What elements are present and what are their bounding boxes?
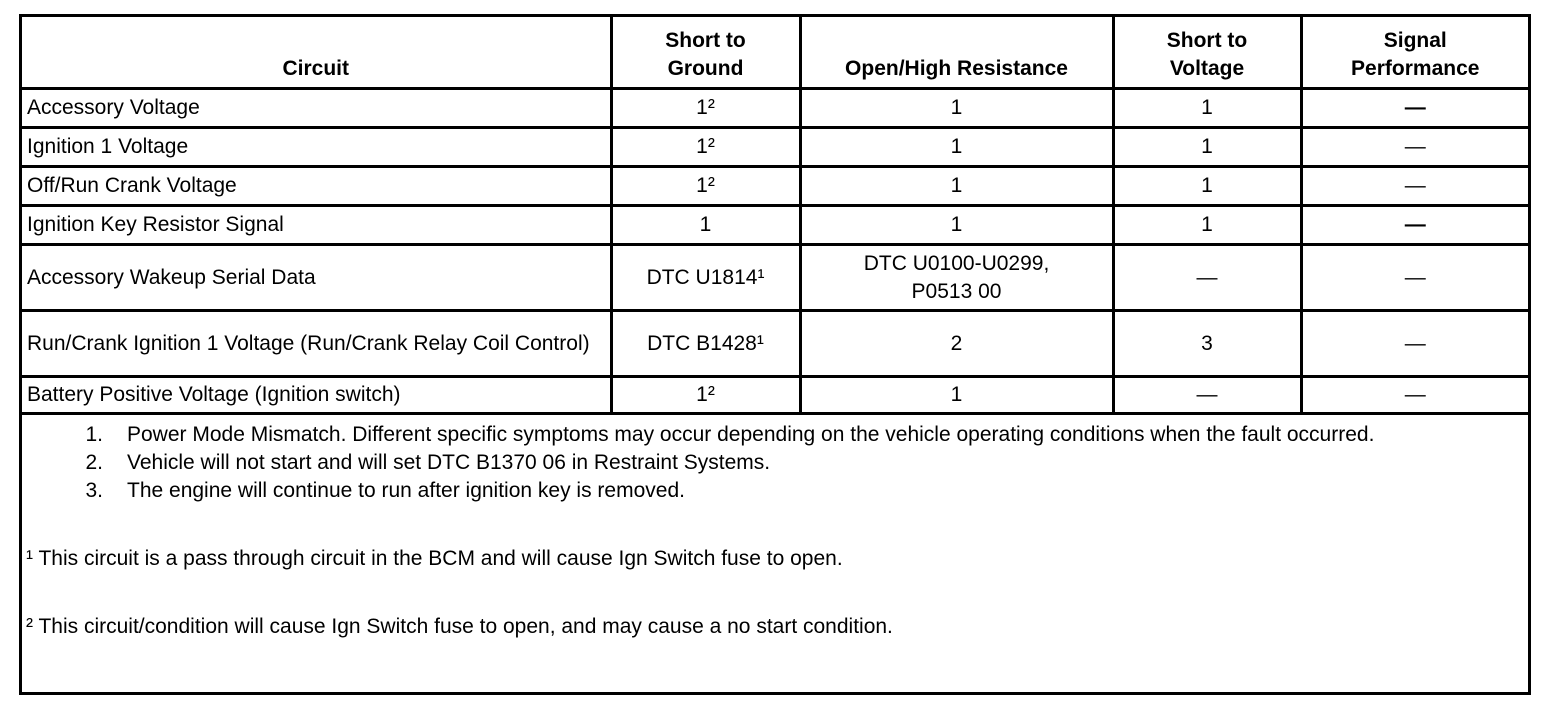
cell-signal-performance (1301, 128, 1528, 167)
cell-signal-performance (1301, 167, 1528, 206)
dash-value: — (1196, 383, 1218, 406)
header-circuit: Circuit (22, 17, 611, 89)
footnote-superscript-1: ¹ This circuit is a pass through circuit in the BCM and will cause Ign Switch fuse to open. (26, 547, 843, 570)
cell-signal-performance (1301, 206, 1528, 245)
cell-signal-performance (1301, 245, 1528, 311)
cell-signal-performance (1301, 377, 1528, 414)
header-open-high-resistance: Open/High Resistance (800, 17, 1113, 89)
table-row (22, 311, 1528, 377)
table-header-row (22, 17, 1528, 89)
cell-open-high-resistance: DTC U0100-U0299, P0513 00 (800, 245, 1113, 311)
note-item (22, 477, 1520, 505)
cell-short-to-ground: DTC U1814¹ (611, 245, 800, 311)
cell-short-to-ground: 1² (611, 89, 800, 128)
cell-circuit: Ignition 1 Voltage (22, 128, 611, 167)
dash-value: — (1196, 265, 1218, 289)
cell-circuit: Off/Run Crank Voltage (22, 167, 611, 206)
dash-value: — (1404, 213, 1426, 236)
cell-open-high-resistance: 1 (800, 377, 1113, 414)
cell-open-high-resistance: 1 (800, 128, 1113, 167)
cell-open-high-resistance: 1 (800, 89, 1113, 128)
note-item (22, 421, 1520, 449)
cell-open-high-resistance: 1 (800, 206, 1113, 245)
cell-open-high-resistance: 2 (800, 311, 1113, 377)
cell-circuit: Battery Positive Voltage (Ignition switch) (22, 377, 611, 414)
note-number: 3. (85, 479, 103, 502)
dash-value: — (1404, 331, 1426, 355)
cell-short-to-ground: 1² (611, 167, 800, 206)
note-text: The engine will continue to run after ignition key is removed. (127, 479, 685, 502)
cell-short-to-ground: 1² (611, 128, 800, 167)
dash-value: — (1404, 174, 1426, 197)
header-short-to-ground: Short to Ground (611, 17, 800, 89)
table-row (22, 377, 1528, 414)
cell-short-to-voltage: 1 (1113, 206, 1301, 245)
cell-signal-performance (1301, 311, 1528, 377)
note-text: Power Mode Mismatch. Different specific symptoms may occur depending on the vehicle operating conditions when the fault occurred. (127, 423, 1375, 446)
dash-value: — (1404, 265, 1426, 289)
table-row (22, 206, 1528, 245)
dash-value: — (1404, 96, 1426, 119)
table-row (22, 167, 1528, 206)
table-row (22, 245, 1528, 311)
cell-short-to-ground: DTC B1428¹ (611, 311, 800, 377)
dash-value: — (1404, 135, 1426, 158)
cell-short-to-ground: 1² (611, 377, 800, 414)
table-row (22, 89, 1528, 128)
cell-circuit: Accessory Wakeup Serial Data (22, 245, 611, 311)
cell-short-to-voltage: 1 (1113, 167, 1301, 206)
cell-short-to-voltage: 1 (1113, 128, 1301, 167)
cell-open-high-resistance: 1 (800, 167, 1113, 206)
note-number: 1. (85, 423, 103, 446)
note-item (22, 449, 1520, 477)
table-row (22, 128, 1528, 167)
notes-section (22, 415, 1528, 641)
circuit-fault-table (22, 17, 1528, 415)
cell-short-to-voltage (1113, 377, 1301, 414)
cell-signal-performance (1301, 89, 1528, 128)
header-signal-performance: Signal Performance (1301, 17, 1528, 89)
header-short-to-voltage: Short to Voltage (1113, 17, 1301, 89)
note-number: 2. (85, 451, 103, 474)
cell-short-to-voltage: 1 (1113, 89, 1301, 128)
dash-value: — (1404, 383, 1426, 406)
note-text: Vehicle will not start and will set DTC B1370 06 in Restraint Systems. (127, 451, 771, 474)
cell-circuit: Ignition Key Resistor Signal (22, 206, 611, 245)
cell-short-to-voltage: 3 (1113, 311, 1301, 377)
cell-circuit: Accessory Voltage (22, 89, 611, 128)
cell-circuit: Run/Crank Ignition 1 Voltage (Run/Crank Relay Coil Control) (22, 311, 611, 377)
cell-short-to-ground: 1 (611, 206, 800, 245)
diagnostic-table-document (19, 14, 1531, 695)
cell-short-to-voltage (1113, 245, 1301, 311)
footnote-superscript-2: ² This circuit/condition will cause Ign Switch fuse to open, and may cause a no start condition. (26, 615, 893, 638)
